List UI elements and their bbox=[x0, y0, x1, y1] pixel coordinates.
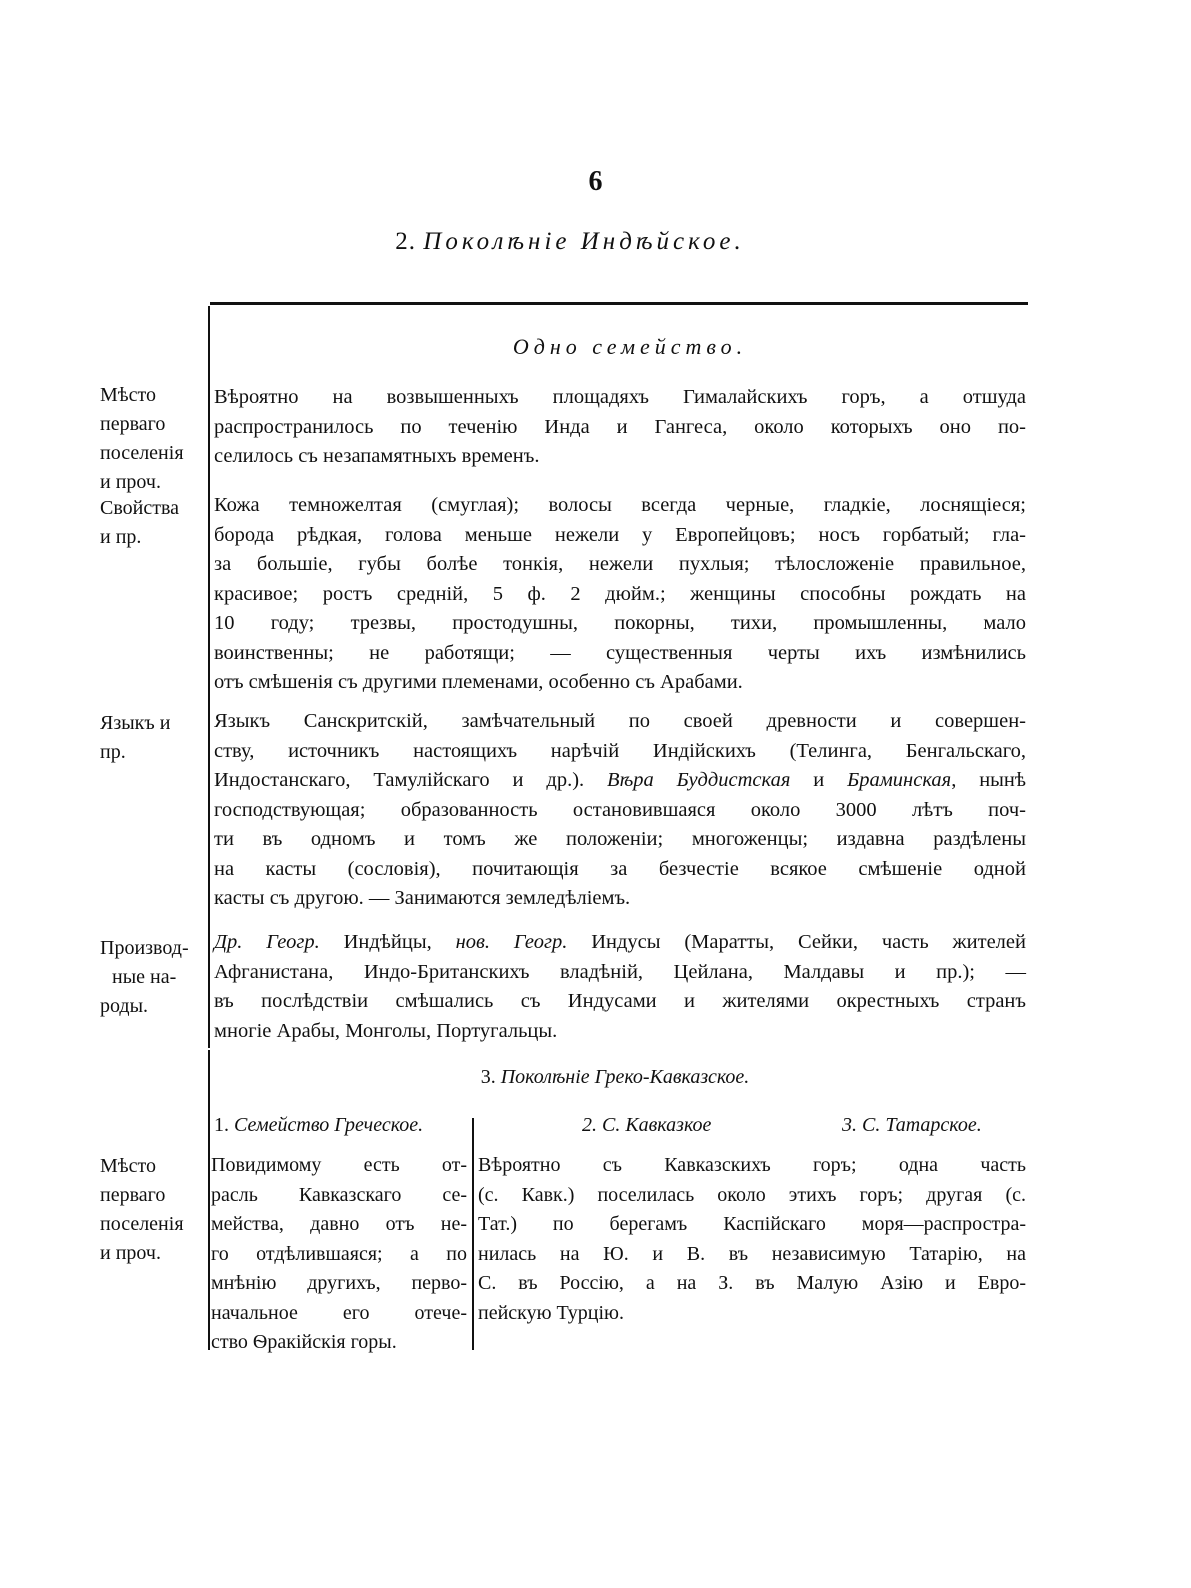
subsection-title bbox=[380, 1066, 850, 1089]
column-heading-caucasian bbox=[582, 1114, 711, 1137]
section-number: 2. bbox=[395, 228, 417, 255]
text-line: красивое; ростъ средній, 5 ф. 2 дюйм.; женщины способны рождать на bbox=[214, 582, 1026, 605]
column-divider bbox=[472, 1118, 474, 1350]
text-line: господствующая; образованность остановившаяся около 3000 лѣтъ поч- bbox=[214, 798, 1026, 821]
paragraph-properties bbox=[214, 491, 1026, 698]
text-line: начальное его отече- bbox=[211, 1301, 467, 1324]
text-line: распространилось по теченію Инда и Гангеса, около которыхъ оно по- bbox=[214, 415, 1026, 438]
text-run: и bbox=[813, 769, 825, 791]
text-line: Языкъ Санскритскій, замѣчательный по своей древности и совершен- bbox=[214, 710, 1026, 732]
side-note-derived-peoples bbox=[100, 934, 210, 1021]
paragraph-language bbox=[214, 707, 1026, 914]
subsection-title-text: Поколѣніе Греко-Кавказское. bbox=[500, 1066, 750, 1088]
text-run: Индостанскаго, Тамулійскаго и др.). bbox=[214, 769, 585, 791]
text-line: за большіе, губы болѣе тонкія, нежели пухлыя; тѣлосложеніе правильное, bbox=[214, 553, 1026, 575]
side-note-line: ные на- bbox=[112, 966, 177, 988]
text-line: въ послѣдствіи смѣшались съ Индусами и жителями окрестныхъ странъ bbox=[214, 990, 1026, 1012]
column-greek-text bbox=[211, 1151, 467, 1358]
side-note-line: и проч. bbox=[100, 1242, 161, 1264]
text-line: Тат.) по берегамъ Каспійскаго моря—распростра- bbox=[478, 1213, 1026, 1235]
text-line bbox=[214, 766, 1026, 796]
text-run: Индѣйцы, bbox=[343, 931, 432, 953]
page-number: 6 bbox=[588, 166, 603, 197]
side-note-line: поселенія bbox=[100, 1213, 184, 1235]
text-line: многіе Арабы, Монголы, Португальцы. bbox=[214, 1019, 558, 1042]
text-line: го отдѣлившаяся; а по bbox=[211, 1242, 467, 1265]
italic-term: Др. Геогр. bbox=[214, 931, 320, 953]
column-number: 1. bbox=[214, 1114, 229, 1136]
text-line: С. въ Россію, а на З. въ Малую Азію и Евро- bbox=[478, 1272, 1026, 1294]
subsection-number: 3. bbox=[480, 1066, 496, 1088]
side-note-line: роды. bbox=[100, 995, 149, 1017]
column-number: 2. bbox=[582, 1114, 597, 1136]
text-line: селилось съ незапамятныхъ временъ. bbox=[214, 445, 540, 467]
text-line: Кожа темножелтая (смуглая); волосы всегда черные, гладкіе, лоснящіеся; bbox=[214, 494, 1026, 516]
text-run: , нынѣ bbox=[951, 769, 1027, 791]
top-rule bbox=[210, 302, 1028, 305]
text-line: борода рѣдкая, голова меньше нежели у Европейцовъ; носъ горбатый; гла- bbox=[214, 523, 1026, 546]
column-title: С. Татарское. bbox=[862, 1114, 982, 1136]
text-run: Индусы (Маратты, Сейки, часть жителей bbox=[591, 931, 1026, 953]
text-line: ству, источникъ настоящихъ нарѣчій Индійскихъ (Телинга, Бенгальскаго, bbox=[214, 739, 1026, 762]
column-heading-tatar bbox=[842, 1114, 982, 1137]
text-line: нилась на Ю. и В. въ независимую Татарію, на bbox=[478, 1242, 1026, 1265]
side-note-line: поселенія bbox=[100, 442, 184, 464]
text-line: касты съ другою. — Занимаются земледѣліемъ. bbox=[214, 887, 631, 909]
text-line bbox=[214, 928, 1026, 958]
side-note-line: пр. bbox=[100, 741, 126, 763]
side-note-line: и проч. bbox=[100, 471, 161, 493]
side-note-line: Языкъ и bbox=[100, 712, 171, 734]
text-line: мнѣнію другихъ, перво- bbox=[211, 1272, 467, 1294]
side-note-properties bbox=[100, 494, 210, 552]
text-line: 10 году; трезвы, простодушны, покорны, тихи, промышленны, мало bbox=[214, 612, 1026, 634]
text-line: воинственны; не работящи; — существенныя черты ихъ измѣнились bbox=[214, 641, 1026, 664]
text-line: расль Кавказскаго се- bbox=[211, 1183, 467, 1206]
side-note-line: Свойства bbox=[100, 497, 180, 519]
column-caucasian-tatar-text bbox=[478, 1151, 1026, 1328]
side-note-language bbox=[100, 709, 210, 767]
column-title: С. Кавказкое bbox=[602, 1114, 712, 1136]
side-note-line: перваго bbox=[100, 413, 166, 435]
text-line: пейскую Турцію. bbox=[478, 1301, 624, 1324]
text-line: (с. Кавк.) поселилась около этихъ горъ; другая (с. bbox=[478, 1183, 1026, 1206]
text-line: ти въ одномъ и томъ же положеніи; многоженцы; издавна раздѣлены bbox=[214, 828, 1026, 850]
text-line: Афганистана, Индо-Британскихъ владѣній, Цейлана, Малдавы и пр.); — bbox=[214, 960, 1026, 983]
side-note-line: Производ- bbox=[100, 937, 189, 959]
side-note-line: перваго bbox=[100, 1184, 166, 1206]
text-line: мейства, давно отъ не- bbox=[211, 1213, 467, 1235]
column-title: Семейство Греческое. bbox=[234, 1114, 424, 1136]
italic-term: Браминская bbox=[847, 769, 952, 791]
side-note-line: Мѣсто bbox=[100, 384, 156, 406]
text-line: Повидимому есть от- bbox=[211, 1154, 467, 1176]
paragraph-derived-peoples bbox=[214, 928, 1026, 1046]
text-line: Вѣроятно съ Кавказскихъ горъ; одна часть bbox=[478, 1154, 1026, 1176]
text-line: на касты (сословія), почитающія за безчестіе всякое смѣшеніе одной bbox=[214, 857, 1026, 880]
italic-term: Вѣра Буддистская bbox=[607, 769, 791, 791]
text-line: Вѣроятно на возвышенныхъ площадяхъ Гималайскихъ горъ, а отшуда bbox=[214, 386, 1026, 408]
side-note-line: и пр. bbox=[100, 526, 142, 548]
family-heading: Одно семейство. bbox=[512, 334, 748, 359]
text-line: отъ смѣшенія съ другими племенами, особенно съ Арабами. bbox=[214, 671, 743, 693]
text-line: ство Ѳракійскія горы. bbox=[211, 1331, 397, 1353]
side-note-line: Мѣсто bbox=[100, 1155, 156, 1177]
side-note-settlement bbox=[100, 381, 210, 497]
italic-term: нов. Геогр. bbox=[455, 931, 568, 953]
column-heading-greek bbox=[214, 1114, 423, 1137]
section-title bbox=[320, 228, 820, 256]
paragraph-settlement bbox=[214, 383, 1026, 472]
section-title-text: Поколѣніе Индѣйское. bbox=[423, 228, 745, 255]
side-note-settlement-2 bbox=[100, 1152, 210, 1268]
column-number: 3. bbox=[842, 1114, 857, 1136]
